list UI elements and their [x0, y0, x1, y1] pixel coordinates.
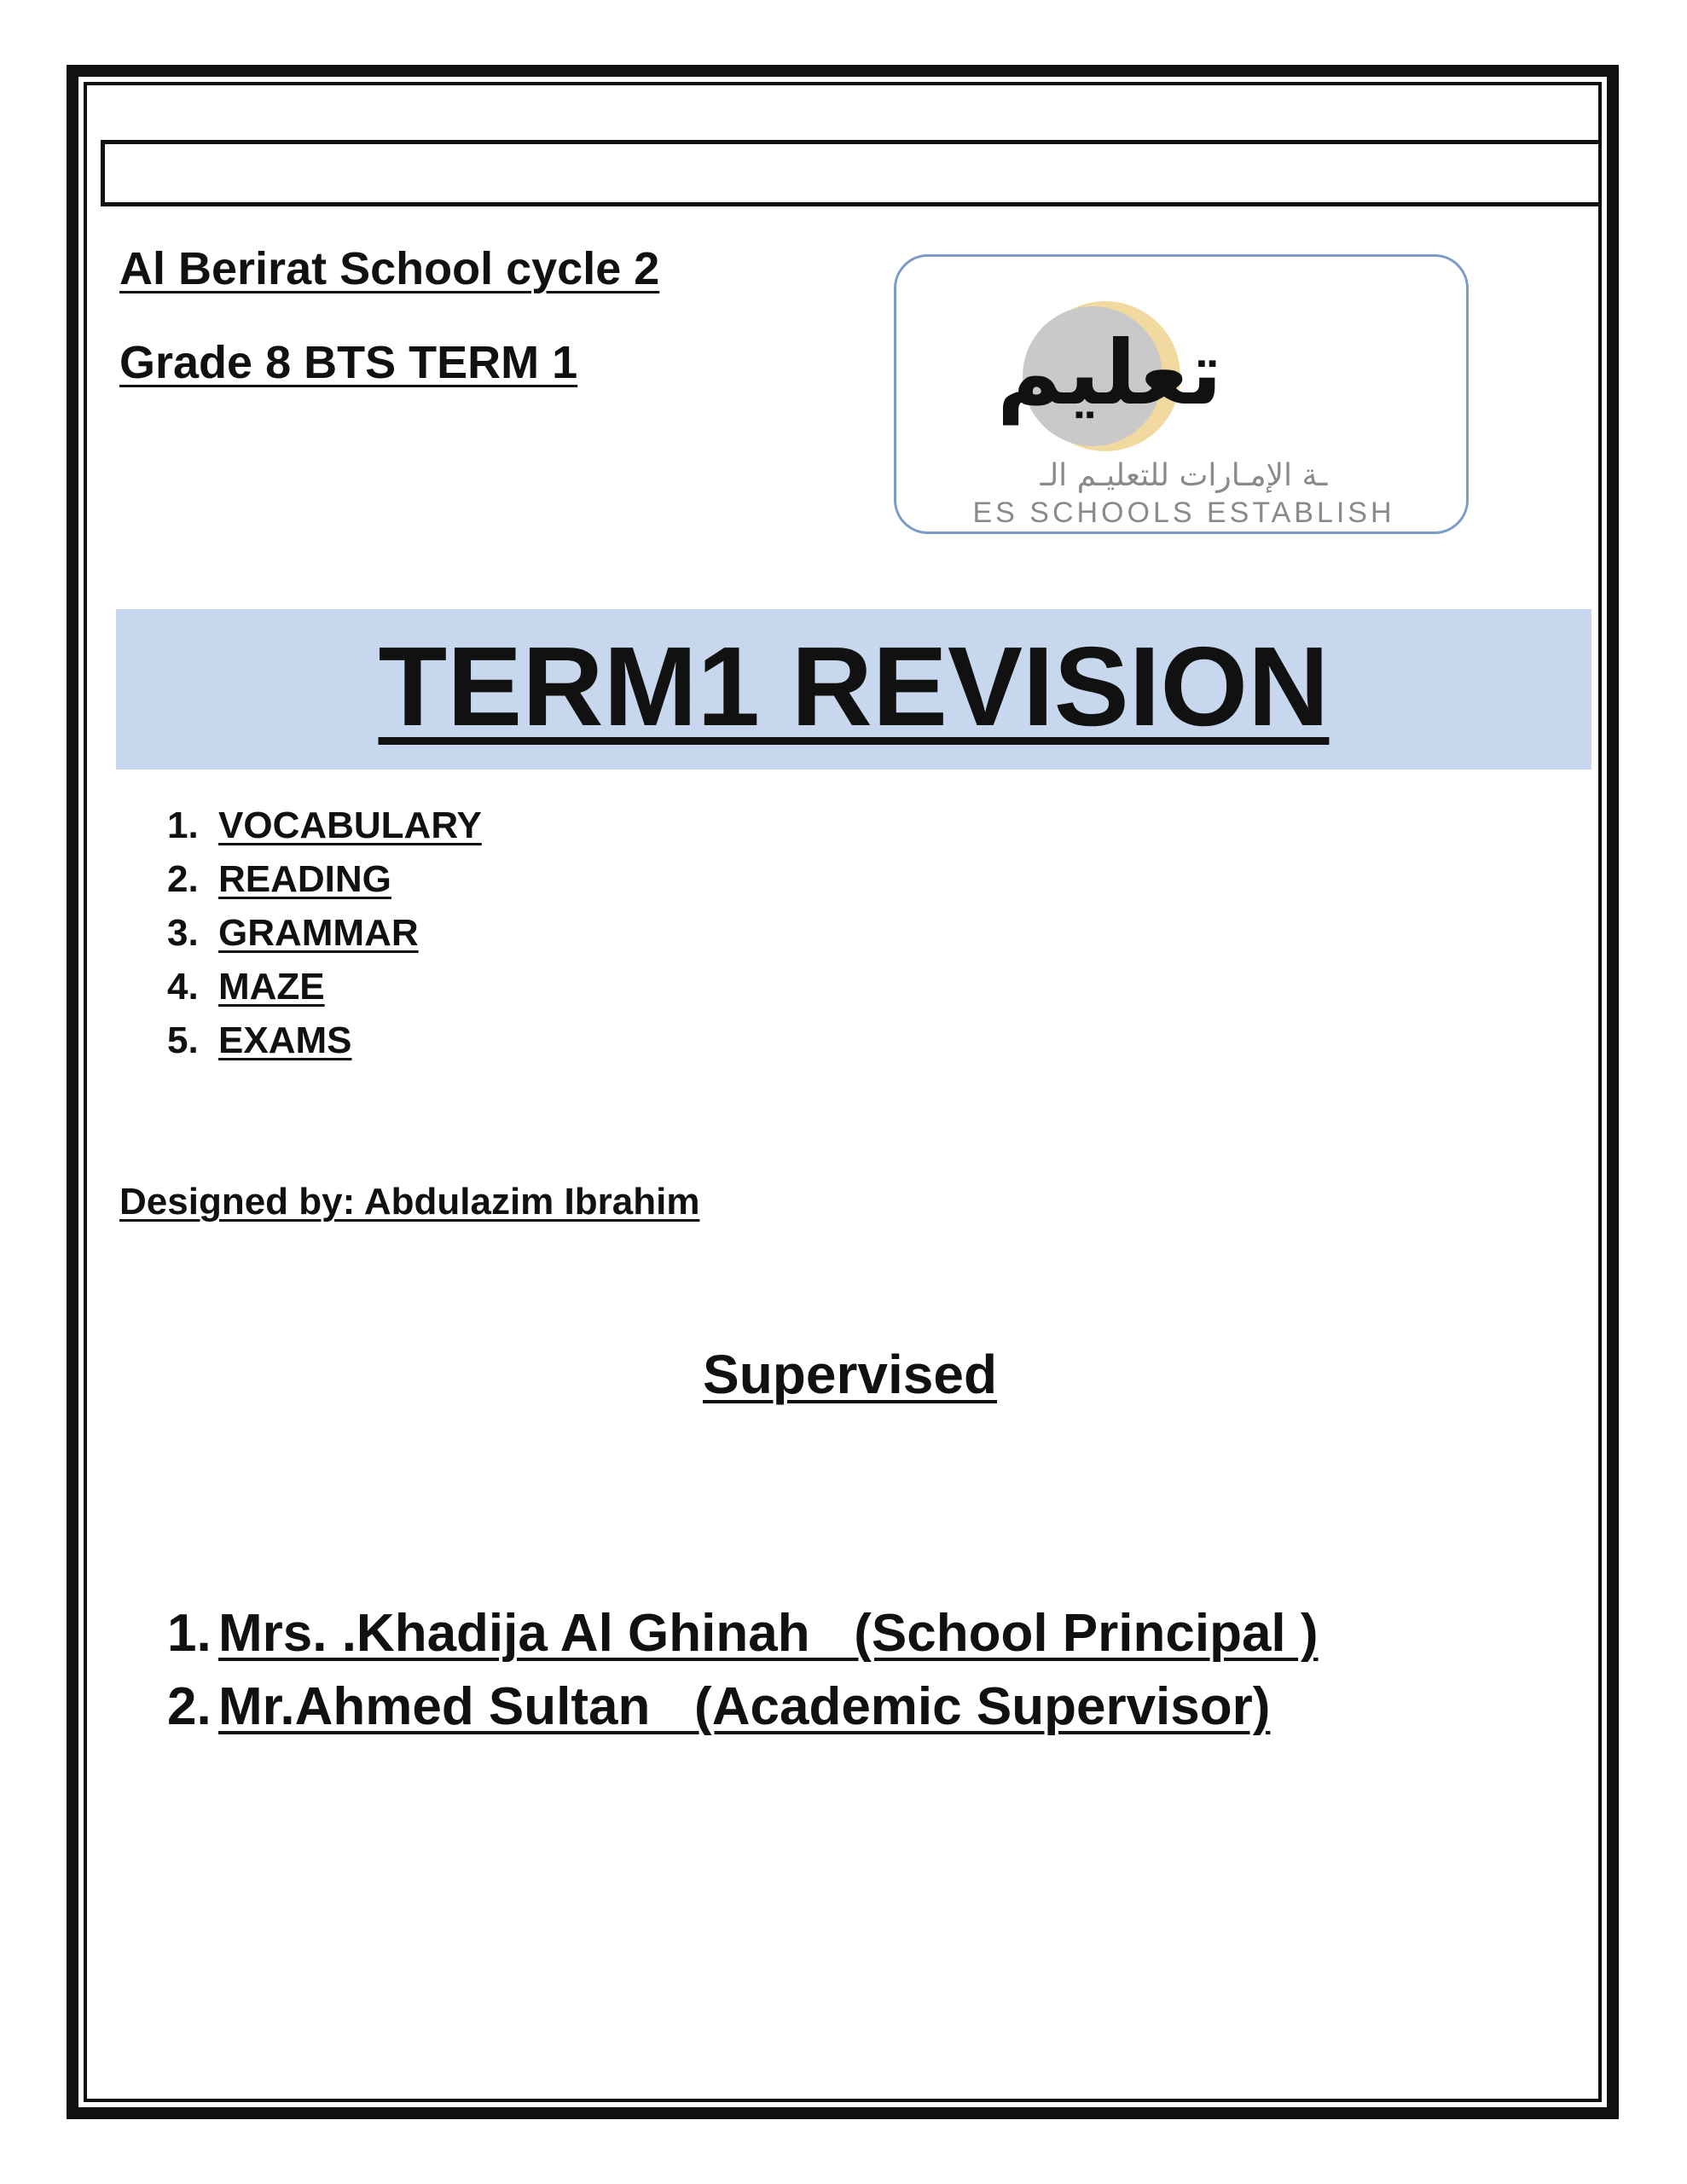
list-item-number: 1. [167, 804, 199, 846]
topic-exams: EXAMS [218, 1019, 352, 1061]
supervised-heading: Supervised [703, 1344, 998, 1405]
designed-by: Designed by: Abdulazim Ibrahim [119, 1181, 700, 1223]
supervisor-academic: Mr.Ahmed Sultan (Academic Supervisor) [218, 1677, 1271, 1736]
logo-arabic-tagline: ـة الإمـارات للتعليـم الـ [1040, 458, 1328, 493]
supervisors-list [167, 1597, 1319, 1744]
logo-emblem-icon [896, 257, 1469, 534]
list-item-number: 2. [167, 1677, 212, 1736]
list-item-number: 3. [167, 912, 199, 954]
list-item [167, 1597, 1319, 1670]
page-title: TERM1 REVISION [378, 624, 1330, 749]
topic-reading: READING [218, 858, 391, 900]
logo-arabic-wordmark: تعليم [996, 321, 1223, 425]
supervisor-principal: Mrs. .Khadija Al Ghinah (School Principal ) [218, 1604, 1319, 1663]
school-name: Al Berirat School cycle 2 [119, 243, 660, 294]
list-item-number: 5. [167, 1019, 199, 1061]
topics-list [167, 799, 482, 1067]
school-logo [894, 254, 1469, 534]
list-item-number: 4. [167, 966, 199, 1008]
topic-vocabulary: VOCABULARY [218, 804, 482, 846]
list-item-number: 1. [167, 1604, 212, 1663]
grade-term: Grade 8 BTS TERM 1 [119, 337, 578, 388]
list-item [167, 1014, 482, 1067]
list-item [167, 852, 482, 906]
topic-grammar: GRAMMAR [218, 912, 419, 954]
list-item [167, 906, 482, 960]
list-item-number: 2. [167, 858, 199, 900]
title-banner [116, 609, 1591, 770]
list-item [167, 960, 482, 1014]
topic-maze: MAZE [218, 966, 325, 1008]
header-blank-box [101, 140, 1602, 206]
logo-english-tagline: ES SCHOOLS ESTABLISH [972, 497, 1395, 529]
list-item [167, 1670, 1319, 1744]
list-item [167, 799, 482, 852]
